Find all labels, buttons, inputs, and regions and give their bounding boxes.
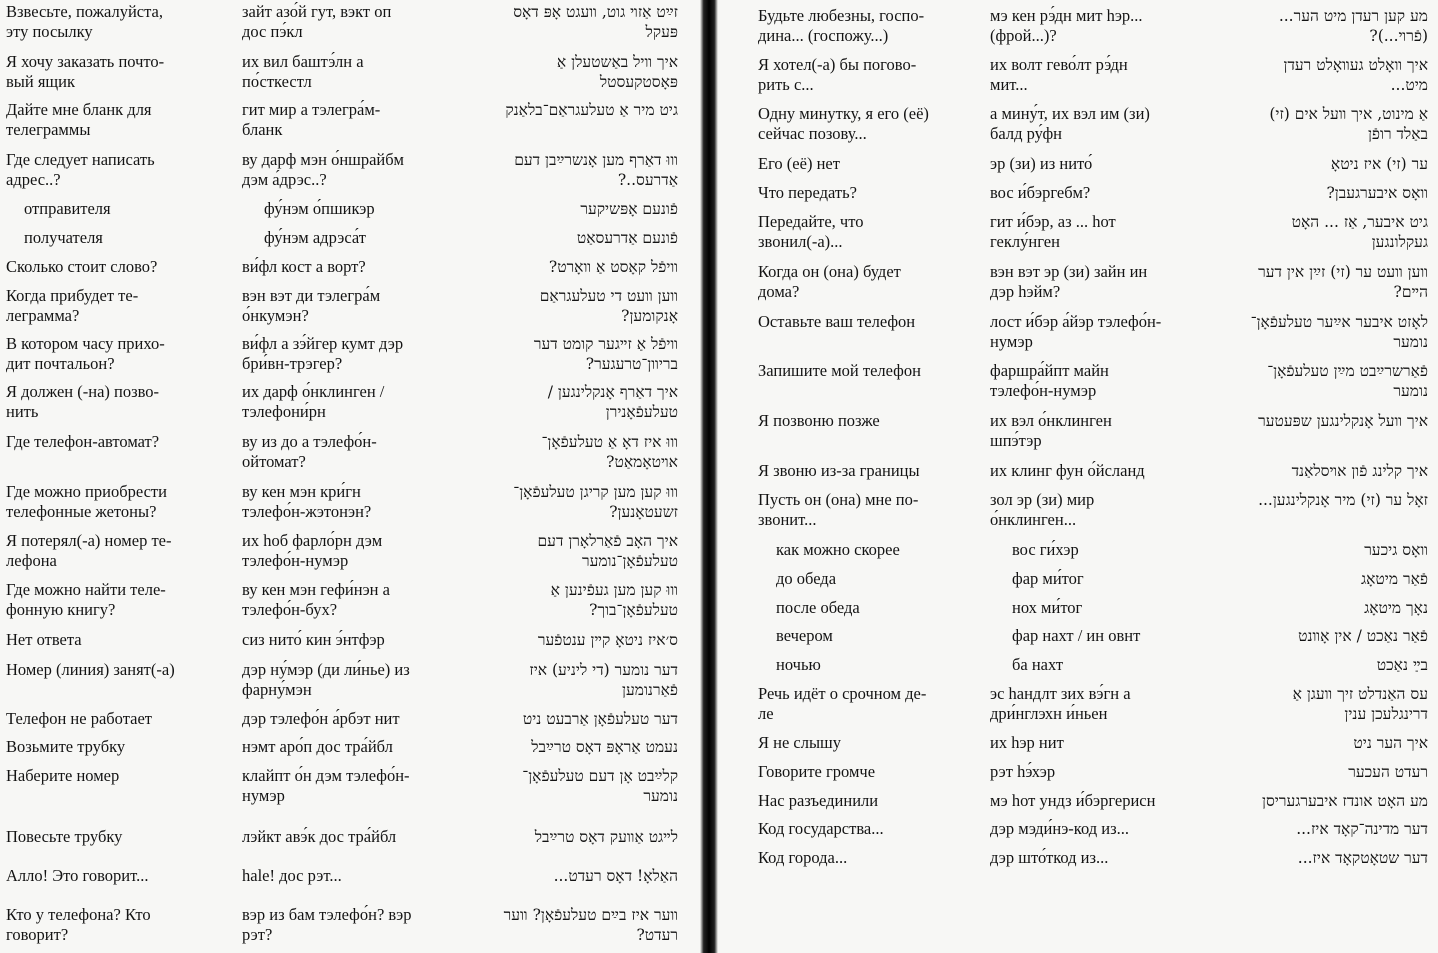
yiddish-phrase: װוּ איז דאָ אַ טעלעפֿאָן־ אױטאָמאַט?	[541, 433, 678, 471]
russian-phrase: Я позвоню позже	[758, 411, 880, 430]
russian-phrase: Нет ответа	[6, 630, 82, 649]
phrase-entry	[0, 531, 700, 570]
phrase-entry	[0, 580, 700, 619]
left-page	[0, 0, 700, 953]
phrase-entry	[718, 569, 1438, 588]
transliteration: фар ми́тог	[1012, 569, 1084, 588]
yiddish-phrase: װאָס איבערגעבן?	[1326, 184, 1428, 202]
phrase-entry	[0, 52, 700, 91]
yiddish-phrase: דער שטאָטקאָד איז...	[1297, 849, 1428, 867]
russian-phrase: Где телефон-автомат?	[6, 432, 160, 451]
russian-phrase: Взвесьте, пожалуйста, эту посылку	[6, 2, 163, 41]
phrase-entry	[0, 766, 700, 805]
russian-phrase: Я должен (-на) позво- нить	[6, 382, 160, 421]
yiddish-phrase: גיט מיר אַ טעלעגראַם־בלאַנק	[505, 101, 678, 119]
transliteration: фу́нэм о́пшикэр	[264, 199, 375, 218]
yiddish-phrase: איך װעל אָנקלינגען שפּעטער	[1258, 412, 1428, 430]
transliteration: зайт азо́й гут, вэкт оп дос пэ́кл	[242, 2, 392, 41]
russian-phrase: Я хотел(-а) бы погово- рить с...	[758, 55, 917, 94]
transliteration: ву дарф мэн о́ншрайбм дэм а́дрэс..?	[242, 150, 404, 189]
phrase-entry	[718, 540, 1438, 559]
transliteration: их клинг фун о́йсланд	[990, 461, 1145, 480]
transliteration: дэр ну́мэр (ди ли́нье) из фарну́мэн	[242, 660, 410, 699]
russian-phrase: Нас разъединили	[758, 791, 879, 810]
transliteration: рэт hэ́хэр	[990, 762, 1056, 781]
russian-phrase: Номер (линия) занят(-а)	[6, 660, 175, 679]
russian-phrase: получателя	[24, 228, 103, 247]
phrase-entry	[718, 791, 1438, 810]
yiddish-phrase: לאָזט איבער אײַער טעלעפֿאָן־ נומער	[1250, 313, 1428, 351]
transliteration: hale! дос рэт...	[242, 866, 342, 885]
phrase-entry	[718, 733, 1438, 752]
phrase-entry	[718, 212, 1438, 251]
yiddish-phrase: װיפֿל קאָסט אַ װאָרט?	[548, 258, 678, 276]
russian-phrase: Будьте любезны, госпо- дина... (госпожу...)	[758, 6, 925, 45]
russian-phrase: Пусть он (она) мне по- звонит...	[758, 490, 919, 529]
phrase-entry	[0, 432, 700, 471]
transliteration: вэн вэт эр (зи) зайн ин дэр hэйм?	[990, 262, 1148, 301]
phrase-entry	[0, 2, 700, 41]
yiddish-phrase: פֿונעם אַדרעסאַט	[576, 229, 678, 247]
yiddish-phrase: איך דאַרף אָנקלינגען / טעלעפֿאָנירן	[547, 383, 678, 421]
russian-phrase: Код города...	[758, 848, 848, 867]
yiddish-phrase: איך האָב פֿאַרלאָרן דעם טעלעפֿאָן־נומער	[537, 532, 678, 570]
yiddish-phrase: איך הער ניט	[1353, 734, 1428, 752]
transliteration: дэр тэлефо́н а́рбэт нит	[242, 709, 400, 728]
yiddish-phrase: װער איז בײַם טעלעפֿאָן? װער רעדט?	[503, 906, 678, 944]
transliteration: фу́нэм адрэса́т	[264, 228, 366, 247]
phrase-entry	[0, 199, 700, 218]
transliteration: нэмт аро́п дос тра́йбл	[242, 737, 393, 756]
transliteration: их вэл о́нклинген шпэ́тэр	[990, 411, 1112, 450]
transliteration: вос и́бэргебм?	[990, 183, 1091, 202]
phrase-entry	[718, 598, 1438, 617]
phrase-entry	[0, 630, 700, 649]
transliteration: мэ hот ундз и́бэргерисн	[990, 791, 1156, 810]
russian-phrase: Я звоню из-за границы	[758, 461, 920, 480]
russian-phrase: Код государства...	[758, 819, 884, 838]
phrase-entry	[0, 382, 700, 421]
yiddish-phrase: אַ מינוט, איך װעל אים (זי) באַלד רופֿן	[1269, 105, 1428, 143]
transliteration: дэр што́ткод из...	[990, 848, 1109, 867]
russian-phrase: Где следует написать адрес..?	[6, 150, 155, 189]
phrase-entry	[0, 709, 700, 728]
phrase-entry	[718, 626, 1438, 645]
yiddish-phrase: איך װיל באַשטעלן אַ פּאָסטקעסטל	[556, 53, 678, 91]
russian-phrase: Телефон не работает	[6, 709, 152, 728]
yiddish-phrase: װיפֿל אַ זײגער קומט דער בריװן־טרעגער?	[533, 335, 678, 373]
transliteration: эс hандлт зих вэ́гн а дри́нглэхн и́ньен	[990, 684, 1131, 723]
yiddish-phrase: לײגט אַװעק דאָס טרײַבל	[534, 828, 678, 846]
yiddish-phrase: פֿונעם אָפּשיקער	[580, 200, 678, 218]
transliteration: их hэр нит	[990, 733, 1064, 752]
transliteration: вэр из бам тэлефо́н? вэр рэт?	[242, 905, 412, 944]
russian-phrase: Что передать?	[758, 183, 857, 202]
phrase-entry	[718, 655, 1438, 674]
yiddish-phrase: בײַ נאַכט	[1376, 656, 1428, 674]
transliteration: фар нахт / ин овнт	[1012, 626, 1141, 645]
yiddish-phrase: װוּ דאַרף מען אָנשרײַבן דעם אַדרעס..?	[514, 151, 678, 189]
phrase-entry	[0, 827, 700, 846]
russian-phrase: Когда он (она) будет дома?	[758, 262, 901, 301]
transliteration: клайпт о́н дэм тэлефо́н- нумэр	[242, 766, 410, 805]
yiddish-phrase: גיט איבער, אַז ... האָט געקלונגען	[1291, 213, 1428, 251]
russian-phrase: Сколько стоит слово?	[6, 257, 158, 276]
yiddish-phrase: נעמט אַראָפּ דאָס טרײַבל	[531, 738, 678, 756]
russian-phrase: Говорите громче	[758, 762, 876, 781]
phrase-entry	[718, 762, 1438, 781]
transliteration: эр (зи) из нито́	[990, 154, 1093, 173]
phrase-entry	[0, 866, 700, 885]
yiddish-phrase: קלײַבט אָן דעם טעלעפֿאָן־ נומער	[522, 767, 678, 805]
russian-phrase: Его (её) нет	[758, 154, 840, 173]
yiddish-phrase: האַלאָ! דאָס רעדט...	[553, 867, 678, 885]
transliteration: вэн вэт ди тэлегра́м о́нкумэн?	[242, 286, 381, 325]
transliteration: лэйкт авэ́к дос тра́йбл	[242, 827, 397, 846]
russian-phrase: отправителя	[24, 199, 111, 218]
transliteration: мэ кен рэ́дн мит hэр... (фрой...)?	[990, 6, 1143, 45]
russian-phrase: после обеда	[776, 598, 860, 617]
yiddish-phrase: ער (זי) איז ניטאָ	[1330, 155, 1428, 173]
phrase-entry	[718, 848, 1438, 867]
russian-phrase: Кто у телефона? Кто говорит?	[6, 905, 151, 944]
yiddish-phrase: איך װאָלט געװאָלט רעדן מיט...	[1283, 56, 1428, 94]
transliteration: а мину́т, их вэл им (зи) балд ру́фн	[990, 104, 1150, 143]
phrase-entry	[718, 461, 1438, 480]
yiddish-phrase: װאָס גיכער	[1364, 541, 1428, 559]
yiddish-phrase: רעדט העכער	[1348, 763, 1428, 781]
phrase-entry	[0, 150, 700, 189]
phrase-entry	[718, 361, 1438, 400]
yiddish-phrase: דער מדינה־קאָד איז...	[1296, 820, 1428, 838]
phrase-entry	[0, 660, 700, 699]
phrase-entry	[718, 490, 1438, 529]
yiddish-phrase: איך קלינג פֿון אױסלאַנד	[1291, 462, 1428, 480]
transliteration: нох ми́тог	[1012, 598, 1083, 617]
russian-phrase: ночью	[776, 655, 821, 674]
yiddish-phrase: עס האַנדלט זיך װעגן אַ דרינגלעכן ענין	[1292, 685, 1428, 723]
phrase-entry	[0, 482, 700, 521]
russian-phrase: вечером	[776, 626, 833, 645]
yiddish-phrase: ס׳איז ניטאָ קײן ענטפֿער	[537, 631, 678, 649]
russian-phrase: Когда прибудет те- леграмма?	[6, 286, 139, 325]
transliteration: гит мир а тэлегра́м- бланк	[242, 100, 381, 139]
russian-phrase: Я не слышу	[758, 733, 842, 752]
yiddish-phrase: זאָל ער (זי) מיר אָנקלינגען...	[1258, 491, 1428, 509]
right-page	[718, 0, 1438, 953]
russian-phrase: Дайте мне бланк для телеграммы	[6, 100, 152, 139]
transliteration: лост и́бэр а́йэр тэлефо́н- нумэр	[990, 312, 1162, 351]
phrase-entry	[0, 286, 700, 325]
phrase-entry	[718, 819, 1438, 838]
phrase-entry	[718, 154, 1438, 173]
russian-phrase: В котором часу прихо- дит почтальон?	[6, 334, 165, 373]
phrase-entry	[718, 104, 1438, 143]
phrase-entry	[0, 737, 700, 756]
transliteration: гит и́бэр, аз ... hот геклу́нген	[990, 212, 1116, 251]
transliteration: фаршра́йпт майн тэлефо́н-нумэр	[990, 361, 1109, 400]
yiddish-phrase: דער נומער (די ליניע) איז פֿאַרנומען	[529, 661, 678, 699]
phrase-entry	[718, 6, 1438, 45]
russian-phrase: Оставьте ваш телефон	[758, 312, 916, 331]
russian-phrase: Возьмите трубку	[6, 737, 126, 756]
phrase-entry	[718, 684, 1438, 723]
phrase-entry	[0, 257, 700, 276]
phrase-entry	[718, 411, 1438, 450]
page-gutter	[700, 0, 718, 953]
phrase-entry	[718, 262, 1438, 301]
transliteration: ба нахт	[1012, 655, 1064, 674]
transliteration: ву кен мэн кри́гн тэлефо́н-жэтонэн?	[242, 482, 372, 521]
transliteration: дэр мэди́нэ-код из...	[990, 819, 1129, 838]
transliteration: ви́фл кост а ворт?	[242, 257, 366, 276]
yiddish-phrase: זײַט אַזױ גוט, װעגט אָפּ דאָס פּעקל	[513, 3, 678, 41]
transliteration: вос ги́хэр	[1012, 540, 1079, 559]
yiddish-phrase: נאָך מיטאָג	[1364, 599, 1428, 617]
yiddish-phrase: מע האָט אונדז איבערגעריסן	[1262, 792, 1428, 810]
transliteration: их hоб фарло́рн дэм тэлефо́н-нумэр	[242, 531, 383, 570]
phrase-entry	[0, 905, 700, 944]
yiddish-phrase: פֿאַר נאַכט / אין אָװנט	[1298, 627, 1428, 645]
russian-phrase: Передайте, что звонил(-а)...	[758, 212, 864, 251]
russian-phrase: Я хочу заказать почто- вый ящик	[6, 52, 165, 91]
phrase-entry	[0, 228, 700, 247]
transliteration: ву кен мэн гефи́нэн а тэлефо́н-бух?	[242, 580, 390, 619]
russian-phrase: Наберите номер	[6, 766, 120, 785]
russian-phrase: Где можно найти теле- фонную книгу?	[6, 580, 166, 619]
yiddish-phrase: װוּ קען מען קריגן טעלעפֿאָן־ זשעטאָנען?	[513, 483, 678, 521]
yiddish-phrase: מע קען רעדן מיט הער... (פֿרױ...)?	[1278, 7, 1428, 45]
russian-phrase: до обеда	[776, 569, 837, 588]
yiddish-phrase: װוּ קען מען געפֿינען אַ טעלעפֿאָן־בוך?	[550, 581, 678, 619]
yiddish-phrase: װען װעט ער (זי) זײַן אין דער הײם?	[1258, 263, 1428, 301]
russian-phrase: Повесьте трубку	[6, 827, 123, 846]
phrase-entry	[0, 100, 700, 139]
phrase-entry	[718, 55, 1438, 94]
transliteration: их дарф о́нклинген / тэлефони́рн	[242, 382, 385, 421]
transliteration: сиз нито́ кин э́нтфэр	[242, 630, 385, 649]
russian-phrase: Алло! Это говорит...	[6, 866, 149, 885]
transliteration: их вил баштэ́лн а по́сткестл	[242, 52, 364, 91]
transliteration: ви́фл а зэ́йгер кумт дэр бри́вн-трэгер?	[242, 334, 404, 373]
russian-phrase: Запишите мой телефон	[758, 361, 921, 380]
phrase-entry	[718, 183, 1438, 202]
yiddish-phrase: פֿאַר מיטאָג	[1361, 570, 1428, 588]
russian-phrase: Одну минутку, я его (её) сейчас позову...	[758, 104, 929, 143]
transliteration: зол эр (зи) мир о́нклинген...	[990, 490, 1095, 529]
phrase-entry	[718, 312, 1438, 351]
russian-phrase: Речь идёт о срочном де- ле	[758, 684, 927, 723]
yiddish-phrase: דער טעלעפֿאָן אַרבעט ניט	[522, 710, 678, 728]
yiddish-phrase: װען װעט די טעלעגראַם אָנקומען?	[539, 287, 678, 325]
yiddish-phrase: פֿאַרשרײַבט מײַן טעלעפֿאָן־ נומער	[1267, 362, 1428, 400]
transliteration: их волт гево́лт рэ́дн мит...	[990, 55, 1128, 94]
russian-phrase: как можно скорее	[776, 540, 900, 559]
transliteration: ву из до а тэлефо́н- ойтомат?	[242, 432, 377, 471]
russian-phrase: Я потерял(-а) номер те- лефона	[6, 531, 172, 570]
phrase-entry	[0, 334, 700, 373]
russian-phrase: Где можно приобрести телефонные жетоны?	[6, 482, 167, 521]
